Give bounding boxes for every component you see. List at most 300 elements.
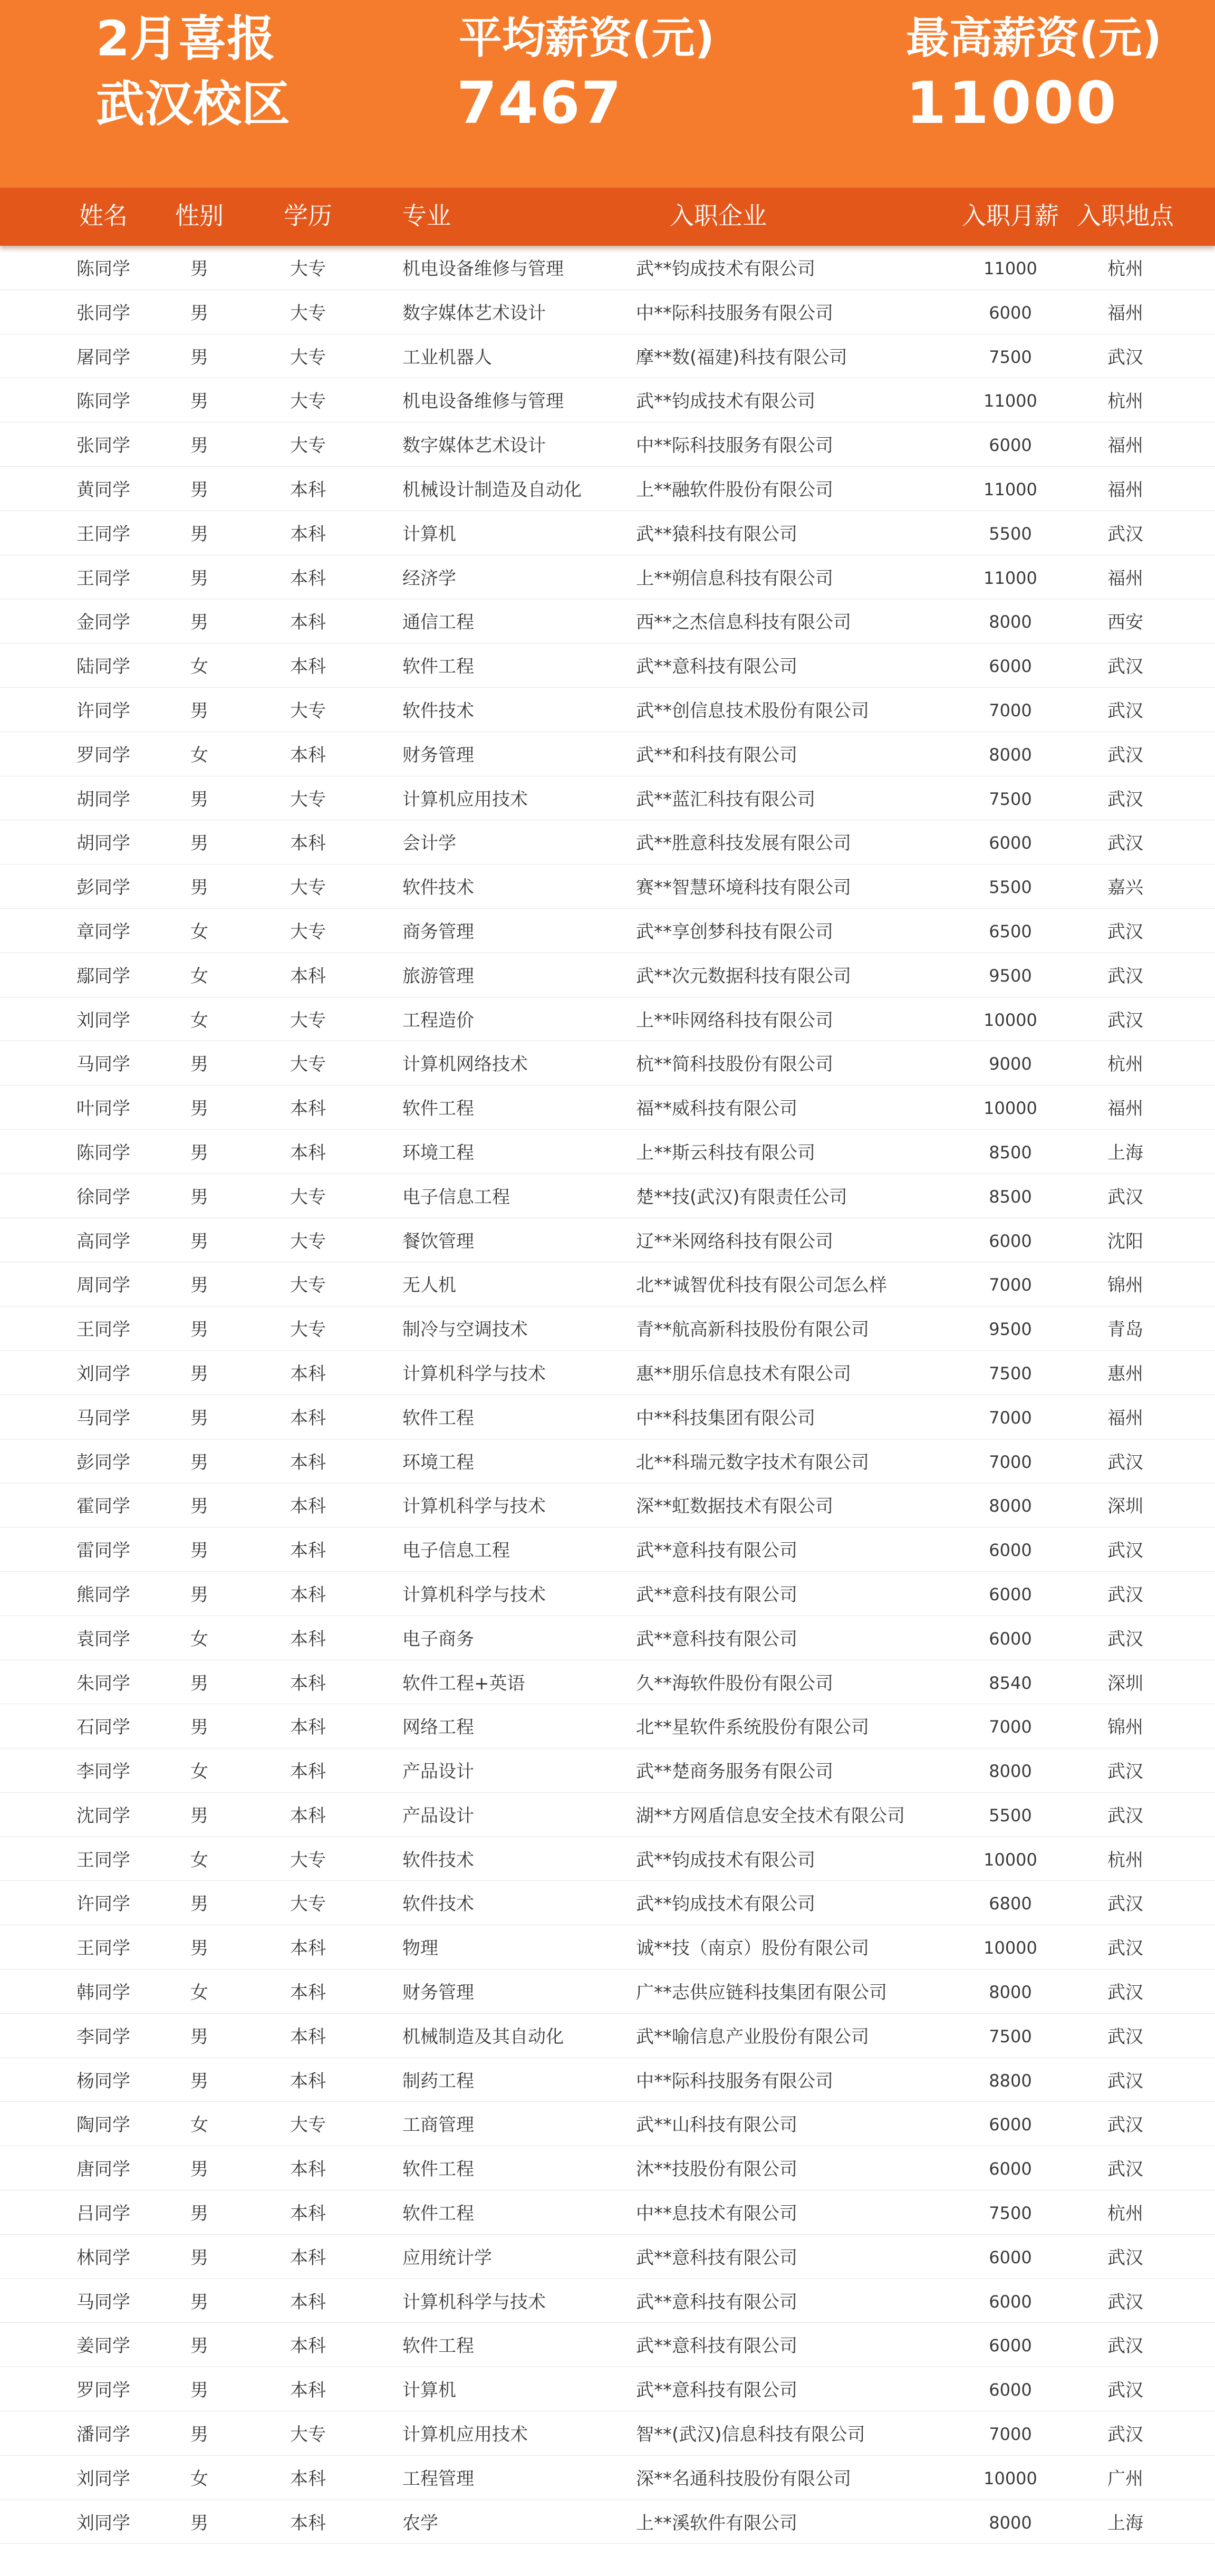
student-education: 大专 (290, 435, 326, 457)
student-major: 计算机 (402, 523, 456, 545)
employer-company: 武**楚商务服务有限公司 (636, 1761, 833, 1783)
work-location: 广州 (1107, 2468, 1143, 2490)
employer-company: 深**虹数据技术有限公司 (636, 1496, 833, 1517)
table-row (0, 599, 1215, 643)
table-row (0, 2500, 1215, 2544)
student-gender: 女 (190, 1849, 208, 1871)
employer-company: 武**意科技有限公司 (636, 1540, 797, 1562)
student-major: 机械设计制造及自动化 (402, 479, 582, 501)
work-location: 武汉 (1107, 347, 1143, 368)
student-gender: 男 (190, 568, 208, 589)
monthly-salary: 8540 (989, 1673, 1032, 1693)
student-name: 李同学 (76, 2026, 130, 2048)
student-gender: 男 (190, 1452, 208, 1473)
student-major: 计算机应用技术 (402, 2424, 528, 2446)
student-name: 石同学 (76, 1717, 130, 1738)
work-location: 深圳 (1107, 1673, 1143, 1694)
student-education: 本科 (290, 2291, 326, 2313)
table-row (0, 820, 1215, 864)
monthly-salary: 8000 (989, 1761, 1032, 1782)
table-row (0, 909, 1215, 953)
work-location: 武汉 (1107, 656, 1143, 678)
table-row (0, 1793, 1215, 1837)
table-row (0, 997, 1215, 1042)
student-major: 计算机网络技术 (402, 1054, 528, 1075)
table-row (0, 688, 1215, 732)
employer-company: 武**享创梦科技有限公司 (636, 921, 833, 943)
table-body (0, 246, 1215, 2544)
student-major: 数字媒体艺术设计 (402, 435, 546, 457)
student-gender: 女 (190, 1982, 208, 2004)
student-major: 机电设备维修与管理 (402, 391, 564, 412)
table-row (0, 246, 1215, 290)
monthly-salary: 8800 (989, 2070, 1032, 2091)
monthly-salary: 6000 (989, 1540, 1032, 1561)
table-row (0, 1837, 1215, 1881)
student-name: 陈同学 (76, 1142, 130, 1164)
employer-company: 武**蓝汇科技有限公司 (636, 789, 815, 810)
student-education: 本科 (290, 2070, 326, 2092)
work-location: 武汉 (1107, 921, 1143, 943)
work-location: 武汉 (1107, 1982, 1143, 2004)
student-gender: 男 (190, 2203, 208, 2225)
student-name: 王同学 (76, 568, 130, 589)
employer-company: 沐**技股份有限公司 (636, 2159, 797, 2180)
table-row (0, 1041, 1215, 1085)
student-name: 章同学 (76, 921, 130, 943)
employer-company: 杭**简科技股份有限公司 (636, 1054, 833, 1075)
work-location: 青岛 (1107, 1319, 1143, 1341)
student-gender: 男 (190, 700, 208, 722)
student-gender: 男 (190, 612, 208, 633)
table-header (0, 188, 1215, 246)
work-location: 武汉 (1107, 1186, 1143, 1208)
student-name: 许同学 (76, 700, 130, 722)
student-gender: 男 (190, 877, 208, 899)
student-major: 软件技术 (402, 700, 474, 722)
table-row (0, 2367, 1215, 2411)
employer-company: 久**海软件股份有限公司 (636, 1673, 833, 1694)
student-name: 袁同学 (76, 1628, 130, 1650)
student-education: 本科 (290, 612, 326, 633)
employer-company: 武**钧成技术有限公司 (636, 1849, 815, 1871)
student-major: 电子信息工程 (402, 1540, 510, 1562)
monthly-salary: 6000 (989, 302, 1032, 323)
student-major: 软件工程 (402, 656, 474, 678)
student-name: 杨同学 (76, 2070, 130, 2092)
table-row (0, 1130, 1215, 1174)
work-location: 武汉 (1107, 700, 1143, 722)
work-location: 杭州 (1107, 258, 1143, 280)
student-name: 熊同学 (76, 1584, 130, 1606)
work-location: 武汉 (1107, 2070, 1143, 2092)
work-location: 武汉 (1107, 965, 1143, 987)
monthly-salary: 9500 (989, 1319, 1032, 1340)
student-major: 软件工程 (402, 2203, 474, 2225)
table-row (0, 2411, 1215, 2456)
student-major: 计算机应用技术 (402, 789, 528, 810)
table-row (0, 1351, 1215, 1395)
student-name: 林同学 (76, 2247, 130, 2269)
table-row (0, 2102, 1215, 2146)
monthly-salary: 10000 (983, 1010, 1037, 1030)
employer-company: 武**和科技有限公司 (636, 744, 797, 766)
student-gender: 男 (190, 789, 208, 810)
monthly-salary: 6000 (989, 2114, 1032, 2135)
student-gender: 女 (190, 1628, 208, 1650)
work-location: 沈阳 (1107, 1231, 1143, 1252)
student-education: 本科 (290, 1098, 326, 1120)
monthly-salary: 8000 (989, 744, 1032, 765)
student-education: 本科 (290, 2159, 326, 2180)
employer-company: 惠**朋乐信息技术有限公司 (636, 1363, 851, 1385)
student-education: 本科 (290, 1363, 326, 1385)
student-major: 软件工程 (402, 2159, 474, 2180)
table-row (0, 1174, 1215, 1218)
table-row (0, 1439, 1215, 1484)
table-row (0, 1085, 1215, 1130)
work-location: 杭州 (1107, 1054, 1143, 1075)
employer-company: 武**意科技有限公司 (636, 656, 797, 678)
student-education: 大专 (290, 700, 326, 722)
student-education: 本科 (290, 1142, 326, 1164)
student-name: 高同学 (76, 1231, 130, 1252)
student-gender: 男 (190, 523, 208, 545)
employer-company: 武**意科技有限公司 (636, 2291, 797, 2313)
table-row (0, 1969, 1215, 2014)
employer-company: 武**意科技有限公司 (636, 2247, 797, 2269)
student-gender: 男 (190, 2380, 208, 2401)
employer-company: 武**山科技有限公司 (636, 2114, 797, 2136)
monthly-salary: 8000 (989, 612, 1032, 632)
work-location: 武汉 (1107, 789, 1143, 810)
employer-company: 北**科瑞元数字技术有限公司 (636, 1452, 869, 1473)
work-location: 武汉 (1107, 1628, 1143, 1650)
student-gender: 男 (190, 1098, 208, 1120)
student-name: 马同学 (76, 1407, 130, 1429)
table-row (0, 1306, 1215, 1351)
employer-company: 中**科技集团有限公司 (636, 1407, 815, 1429)
student-education: 本科 (290, 744, 326, 766)
student-major: 财务管理 (402, 1982, 474, 2004)
student-name: 李同学 (76, 1761, 130, 1783)
student-major: 无人机 (402, 1275, 456, 1296)
employer-company: 中**际科技服务有限公司 (636, 2070, 833, 2092)
table-row (0, 2146, 1215, 2190)
student-education: 本科 (290, 568, 326, 589)
student-name: 陆同学 (76, 656, 130, 678)
student-major: 软件技术 (402, 877, 474, 899)
student-name: 胡同学 (76, 833, 130, 854)
student-major: 产品设计 (402, 1805, 474, 1827)
student-name: 吕同学 (76, 2203, 130, 2225)
student-name: 胡同学 (76, 789, 130, 810)
monthly-salary: 11000 (983, 258, 1037, 278)
student-education: 本科 (290, 1805, 326, 1827)
student-gender: 男 (190, 1407, 208, 1429)
monthly-salary: 8500 (989, 1142, 1032, 1162)
header-location: 入职地点 (1077, 201, 1174, 230)
work-location: 福州 (1107, 479, 1143, 501)
employer-company: 武**创信息技术股份有限公司 (636, 700, 869, 722)
table-row (0, 467, 1215, 511)
student-gender: 男 (190, 1231, 208, 1252)
student-major: 工程造价 (402, 1010, 474, 1031)
student-education: 大专 (290, 2424, 326, 2446)
student-gender: 男 (190, 1186, 208, 1208)
student-gender: 男 (190, 1319, 208, 1341)
student-education: 大专 (290, 1893, 326, 1915)
student-name: 陶同学 (76, 2114, 130, 2136)
header-education: 学历 (284, 201, 332, 230)
student-name: 王同学 (76, 1319, 130, 1341)
employer-company: 中**息技术有限公司 (636, 2203, 797, 2225)
student-education: 本科 (290, 1407, 326, 1429)
student-major: 软件工程 (402, 1407, 474, 1429)
employer-company: 辽**米网络科技有限公司 (636, 1231, 833, 1252)
student-major: 软件技术 (402, 1893, 474, 1915)
monthly-salary: 6000 (989, 2380, 1032, 2400)
monthly-salary: 6800 (989, 1893, 1032, 1914)
header-company: 入职企业 (670, 201, 767, 230)
student-name: 王同学 (76, 1938, 130, 1959)
student-name: 马同学 (76, 2291, 130, 2313)
student-name: 张同学 (76, 435, 130, 457)
monthly-salary: 8000 (989, 1496, 1032, 1516)
employer-company: 上**朔信息科技有限公司 (636, 568, 833, 589)
work-location: 福州 (1107, 1098, 1143, 1120)
student-name: 唐同学 (76, 2159, 130, 2180)
monthly-salary: 9000 (989, 1054, 1032, 1074)
student-gender: 男 (190, 1584, 208, 1606)
student-education: 本科 (290, 2026, 326, 2048)
table-row (0, 643, 1215, 688)
student-education: 本科 (290, 479, 326, 501)
student-name: 马同学 (76, 1054, 130, 1075)
student-major: 制冷与空调技术 (402, 1319, 528, 1341)
work-location: 武汉 (1107, 2291, 1143, 2313)
student-education: 大专 (290, 2114, 326, 2136)
student-major: 财务管理 (402, 744, 474, 766)
monthly-salary: 6000 (989, 2291, 1032, 2312)
employer-company: 摩**数(福建)科技有限公司 (636, 347, 847, 368)
employer-company: 西**之杰信息科技有限公司 (636, 612, 851, 633)
student-major: 软件工程+英语 (402, 1673, 525, 1694)
student-education: 大专 (290, 789, 326, 810)
employer-company: 深**名通科技股份有限公司 (636, 2468, 851, 2490)
student-education: 大专 (290, 391, 326, 412)
employer-company: 楚**技(武汉)有限责任公司 (636, 1186, 847, 1208)
student-gender: 男 (190, 1275, 208, 1296)
work-location: 武汉 (1107, 1540, 1143, 1562)
student-education: 大专 (290, 302, 326, 324)
student-name: 黄同学 (76, 479, 130, 501)
employer-company: 福**威科技有限公司 (636, 1098, 797, 1120)
student-name: 潘同学 (76, 2424, 130, 2446)
student-education: 本科 (290, 2468, 326, 2490)
monthly-salary: 10000 (983, 1938, 1037, 1958)
monthly-salary: 8500 (989, 1186, 1032, 1207)
student-major: 计算机科学与技术 (402, 1496, 546, 1517)
table-row (0, 1262, 1215, 1306)
employer-company: 中**际科技服务有限公司 (636, 435, 833, 457)
work-location: 上海 (1107, 1142, 1143, 1164)
student-major: 软件工程 (402, 1098, 474, 1120)
student-name: 叶同学 (76, 1098, 130, 1120)
student-gender: 男 (190, 2247, 208, 2269)
student-gender: 男 (190, 302, 208, 324)
student-gender: 男 (190, 2512, 208, 2534)
work-location: 武汉 (1107, 2159, 1143, 2180)
monthly-salary: 10000 (983, 2468, 1037, 2488)
student-gender: 女 (190, 744, 208, 766)
student-gender: 男 (190, 1717, 208, 1738)
student-education: 本科 (290, 2203, 326, 2225)
work-location: 武汉 (1107, 2335, 1143, 2357)
monthly-salary: 7000 (989, 1717, 1032, 1737)
table-row (0, 1572, 1215, 1616)
work-location: 武汉 (1107, 2026, 1143, 2048)
table-row (0, 732, 1215, 776)
header-gender: 性别 (175, 201, 224, 230)
student-education: 本科 (290, 1982, 326, 2004)
employer-company: 武**意科技有限公司 (636, 2335, 797, 2357)
student-education: 本科 (290, 1938, 326, 1959)
student-gender: 男 (190, 2070, 208, 2092)
student-education: 本科 (290, 1452, 326, 1473)
student-major: 机电设备维修与管理 (402, 258, 564, 280)
employer-company: 武**意科技有限公司 (636, 1584, 797, 1606)
employer-company: 湖**方网盾信息安全技术有限公司 (636, 1805, 905, 1827)
employer-company: 诚**技（南京）股份有限公司 (636, 1938, 869, 1959)
header-major: 专业 (402, 201, 451, 230)
employer-company: 上**咔网络科技有限公司 (636, 1010, 833, 1031)
employer-company: 武**猿科技有限公司 (636, 523, 797, 545)
work-location: 福州 (1107, 435, 1143, 457)
employer-company: 武**钧成技术有限公司 (636, 1893, 815, 1915)
table-row (0, 953, 1215, 997)
work-location: 嘉兴 (1107, 877, 1143, 899)
student-name: 沈同学 (76, 1805, 130, 1827)
employer-company: 北**诚智优科技有限公司怎么样 (636, 1275, 887, 1296)
student-gender: 女 (190, 965, 208, 987)
max-salary-label: 最高薪资(元) (906, 13, 1162, 63)
student-gender: 女 (190, 1761, 208, 1783)
table-row (0, 1218, 1215, 1263)
student-name: 金同学 (76, 612, 130, 633)
student-education: 大专 (290, 1054, 326, 1075)
student-name: 徐同学 (76, 1186, 130, 1208)
student-gender: 男 (190, 258, 208, 280)
student-education: 大专 (290, 921, 326, 943)
monthly-salary: 7000 (989, 1275, 1032, 1295)
employer-company: 武**次元数据科技有限公司 (636, 965, 851, 987)
student-education: 大专 (290, 258, 326, 280)
table-row (0, 2456, 1215, 2500)
student-major: 电子商务 (402, 1628, 474, 1650)
student-gender: 男 (190, 2291, 208, 2313)
work-location: 武汉 (1107, 1010, 1143, 1031)
student-major: 计算机科学与技术 (402, 1363, 546, 1385)
student-gender: 男 (190, 1496, 208, 1517)
student-education: 本科 (290, 833, 326, 854)
student-major: 数字媒体艺术设计 (402, 302, 546, 324)
student-education: 本科 (290, 1761, 326, 1783)
monthly-salary: 7000 (989, 2424, 1032, 2445)
student-name: 陈同学 (76, 391, 130, 412)
student-name: 雷同学 (76, 1540, 130, 1562)
student-name: 刘同学 (76, 1363, 130, 1385)
student-name: 姜同学 (76, 2335, 130, 2357)
student-major: 工业机器人 (402, 347, 492, 368)
student-gender: 男 (190, 2026, 208, 2048)
table-row (0, 2323, 1215, 2367)
monthly-salary: 6000 (989, 2335, 1032, 2356)
work-location: 武汉 (1107, 2380, 1143, 2401)
table-row (0, 378, 1215, 422)
table-row (0, 2014, 1215, 2058)
table-row (0, 290, 1215, 334)
student-major: 产品设计 (402, 1761, 474, 1783)
employer-company: 武**意科技有限公司 (636, 1628, 797, 1650)
student-education: 本科 (290, 656, 326, 678)
student-name: 王同学 (76, 1849, 130, 1871)
student-major: 网络工程 (402, 1717, 474, 1738)
student-education: 大专 (290, 1231, 326, 1252)
table-row (0, 2058, 1215, 2102)
table-row (0, 776, 1215, 821)
student-major: 工商管理 (402, 2114, 474, 2136)
table-row (0, 1881, 1215, 1925)
employer-company: 武**意科技有限公司 (636, 2380, 797, 2401)
student-major: 电子信息工程 (402, 1186, 510, 1208)
student-education: 本科 (290, 1584, 326, 1606)
student-name: 彭同学 (76, 1452, 130, 1473)
work-location: 杭州 (1107, 1849, 1143, 1871)
monthly-salary: 6000 (989, 833, 1032, 853)
student-education: 本科 (290, 2512, 326, 2534)
monthly-salary: 6000 (989, 2247, 1032, 2267)
monthly-salary: 7500 (989, 347, 1032, 367)
student-gender: 男 (190, 1893, 208, 1915)
average-salary-label: 平均薪资(元) (459, 13, 715, 63)
work-location: 上海 (1107, 2512, 1143, 2534)
table-row (0, 1748, 1215, 1793)
student-name: 朱同学 (76, 1673, 130, 1694)
table-row (0, 511, 1215, 555)
student-education: 本科 (290, 2380, 326, 2401)
work-location: 福州 (1107, 302, 1143, 324)
employer-company: 北**星软件系统股份有限公司 (636, 1717, 869, 1738)
student-major: 物理 (402, 1938, 438, 1959)
work-location: 武汉 (1107, 1761, 1143, 1783)
table-row (0, 1395, 1215, 1439)
student-gender: 男 (190, 2335, 208, 2357)
student-major: 计算机 (402, 2380, 456, 2401)
employer-company: 上**溪软件有限公司 (636, 2512, 797, 2534)
header-salary: 入职月薪 (962, 201, 1059, 230)
monthly-salary: 5500 (989, 1805, 1032, 1825)
student-education: 本科 (290, 965, 326, 987)
monthly-salary: 10000 (983, 1849, 1037, 1870)
student-major: 经济学 (402, 568, 456, 589)
employer-company: 中**际科技服务有限公司 (636, 302, 833, 324)
monthly-salary: 6000 (989, 1584, 1032, 1604)
work-location: 武汉 (1107, 1452, 1143, 1473)
work-location: 福州 (1107, 568, 1143, 589)
student-major: 制药工程 (402, 2070, 474, 2092)
student-major: 计算机科学与技术 (402, 1584, 546, 1606)
